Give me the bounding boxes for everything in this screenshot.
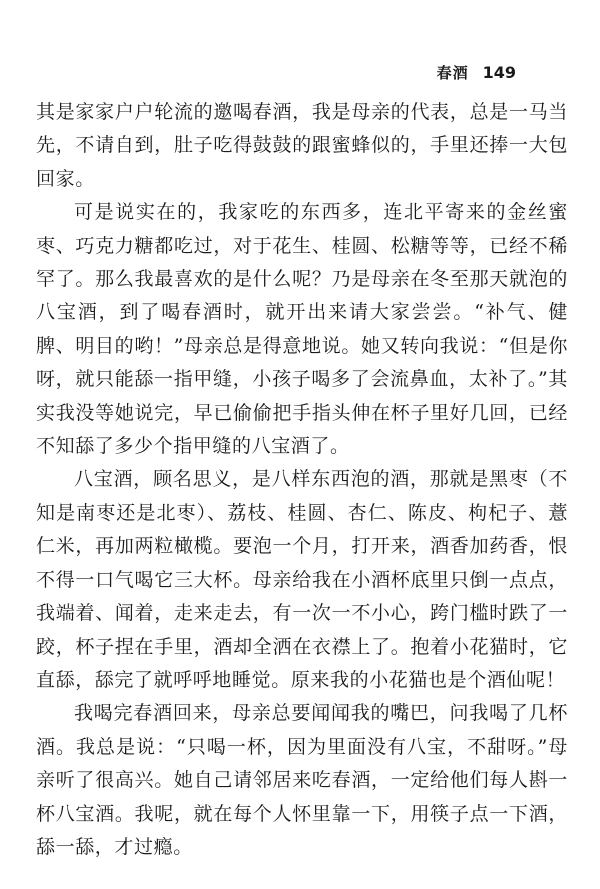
paragraph-4: 我喝完春酒回来，母亲总要闻闻我的嘴巴，问我喝了几杯酒。我总是说：“只喝一杯，因为里面没有八宝，不甜呀。”母亲听了很高兴。她自己请邻居来吃春酒，一定给他们每人斟一杯八宝酒。我呢，就在每个人怀里靠一下，用筷子点一下酒，舔一舔，才过瘾。 bbox=[36, 702, 568, 858]
paragraph-2: 可是说实在的，我家吃的东西多，连北平寄来的金丝蜜枣、巧克力糖都吃过，对于花生、桂圆、松糖等等，已经不稀罕了。那么我最喜欢的是什么呢？乃是母亲在冬至那天就泡的八宝酒，到了喝春酒时，就开出来请大家尝尝。“补气、健脾、明目的哟！”母亲总是得意地说。她又转向我说：“但是你呀，就只能舔一指甲缝，小孩子喝多了会流鼻血，太补了。”其实我没等她说完，早已偷偷把手指头伸在杯子里好几回，已经不知舔了多少个指甲缝的八宝酒了。 bbox=[36, 201, 568, 458]
page-number: 149 bbox=[482, 63, 516, 82]
chapter-title: 春酒 bbox=[436, 64, 469, 82]
paragraph-3: 八宝酒，顾名思义，是八样东西泡的酒，那就是黑枣（不知是南枣还是北枣）、荔枝、桂圆、杏仁、陈皮、枸杞子、薏仁米，再加两粒橄榄。要泡一个月，打开来，酒香加药香，恨不得一口气喝它三大杯。母亲给我在小酒杯底里只倒一点点，我端着、闻着，走来走去，有一次一不小心，跨门槛时跌了一跤，杯子捏在手里，酒却全洒在衣襟上了。抱着小花猫时，它直舔，舔完了就呼呼地睡觉。原来我的小花猫也是个酒仙呢！ bbox=[36, 468, 568, 691]
body-text bbox=[36, 96, 568, 864]
paragraph-1: 其是家家户户轮流的邀喝春酒，我是母亲的代表，总是一马当先，不请自到，肚子吃得鼓鼓的跟蜜蜂似的，手里还捧一大包回家。 bbox=[36, 101, 568, 190]
running-header bbox=[437, 62, 516, 83]
